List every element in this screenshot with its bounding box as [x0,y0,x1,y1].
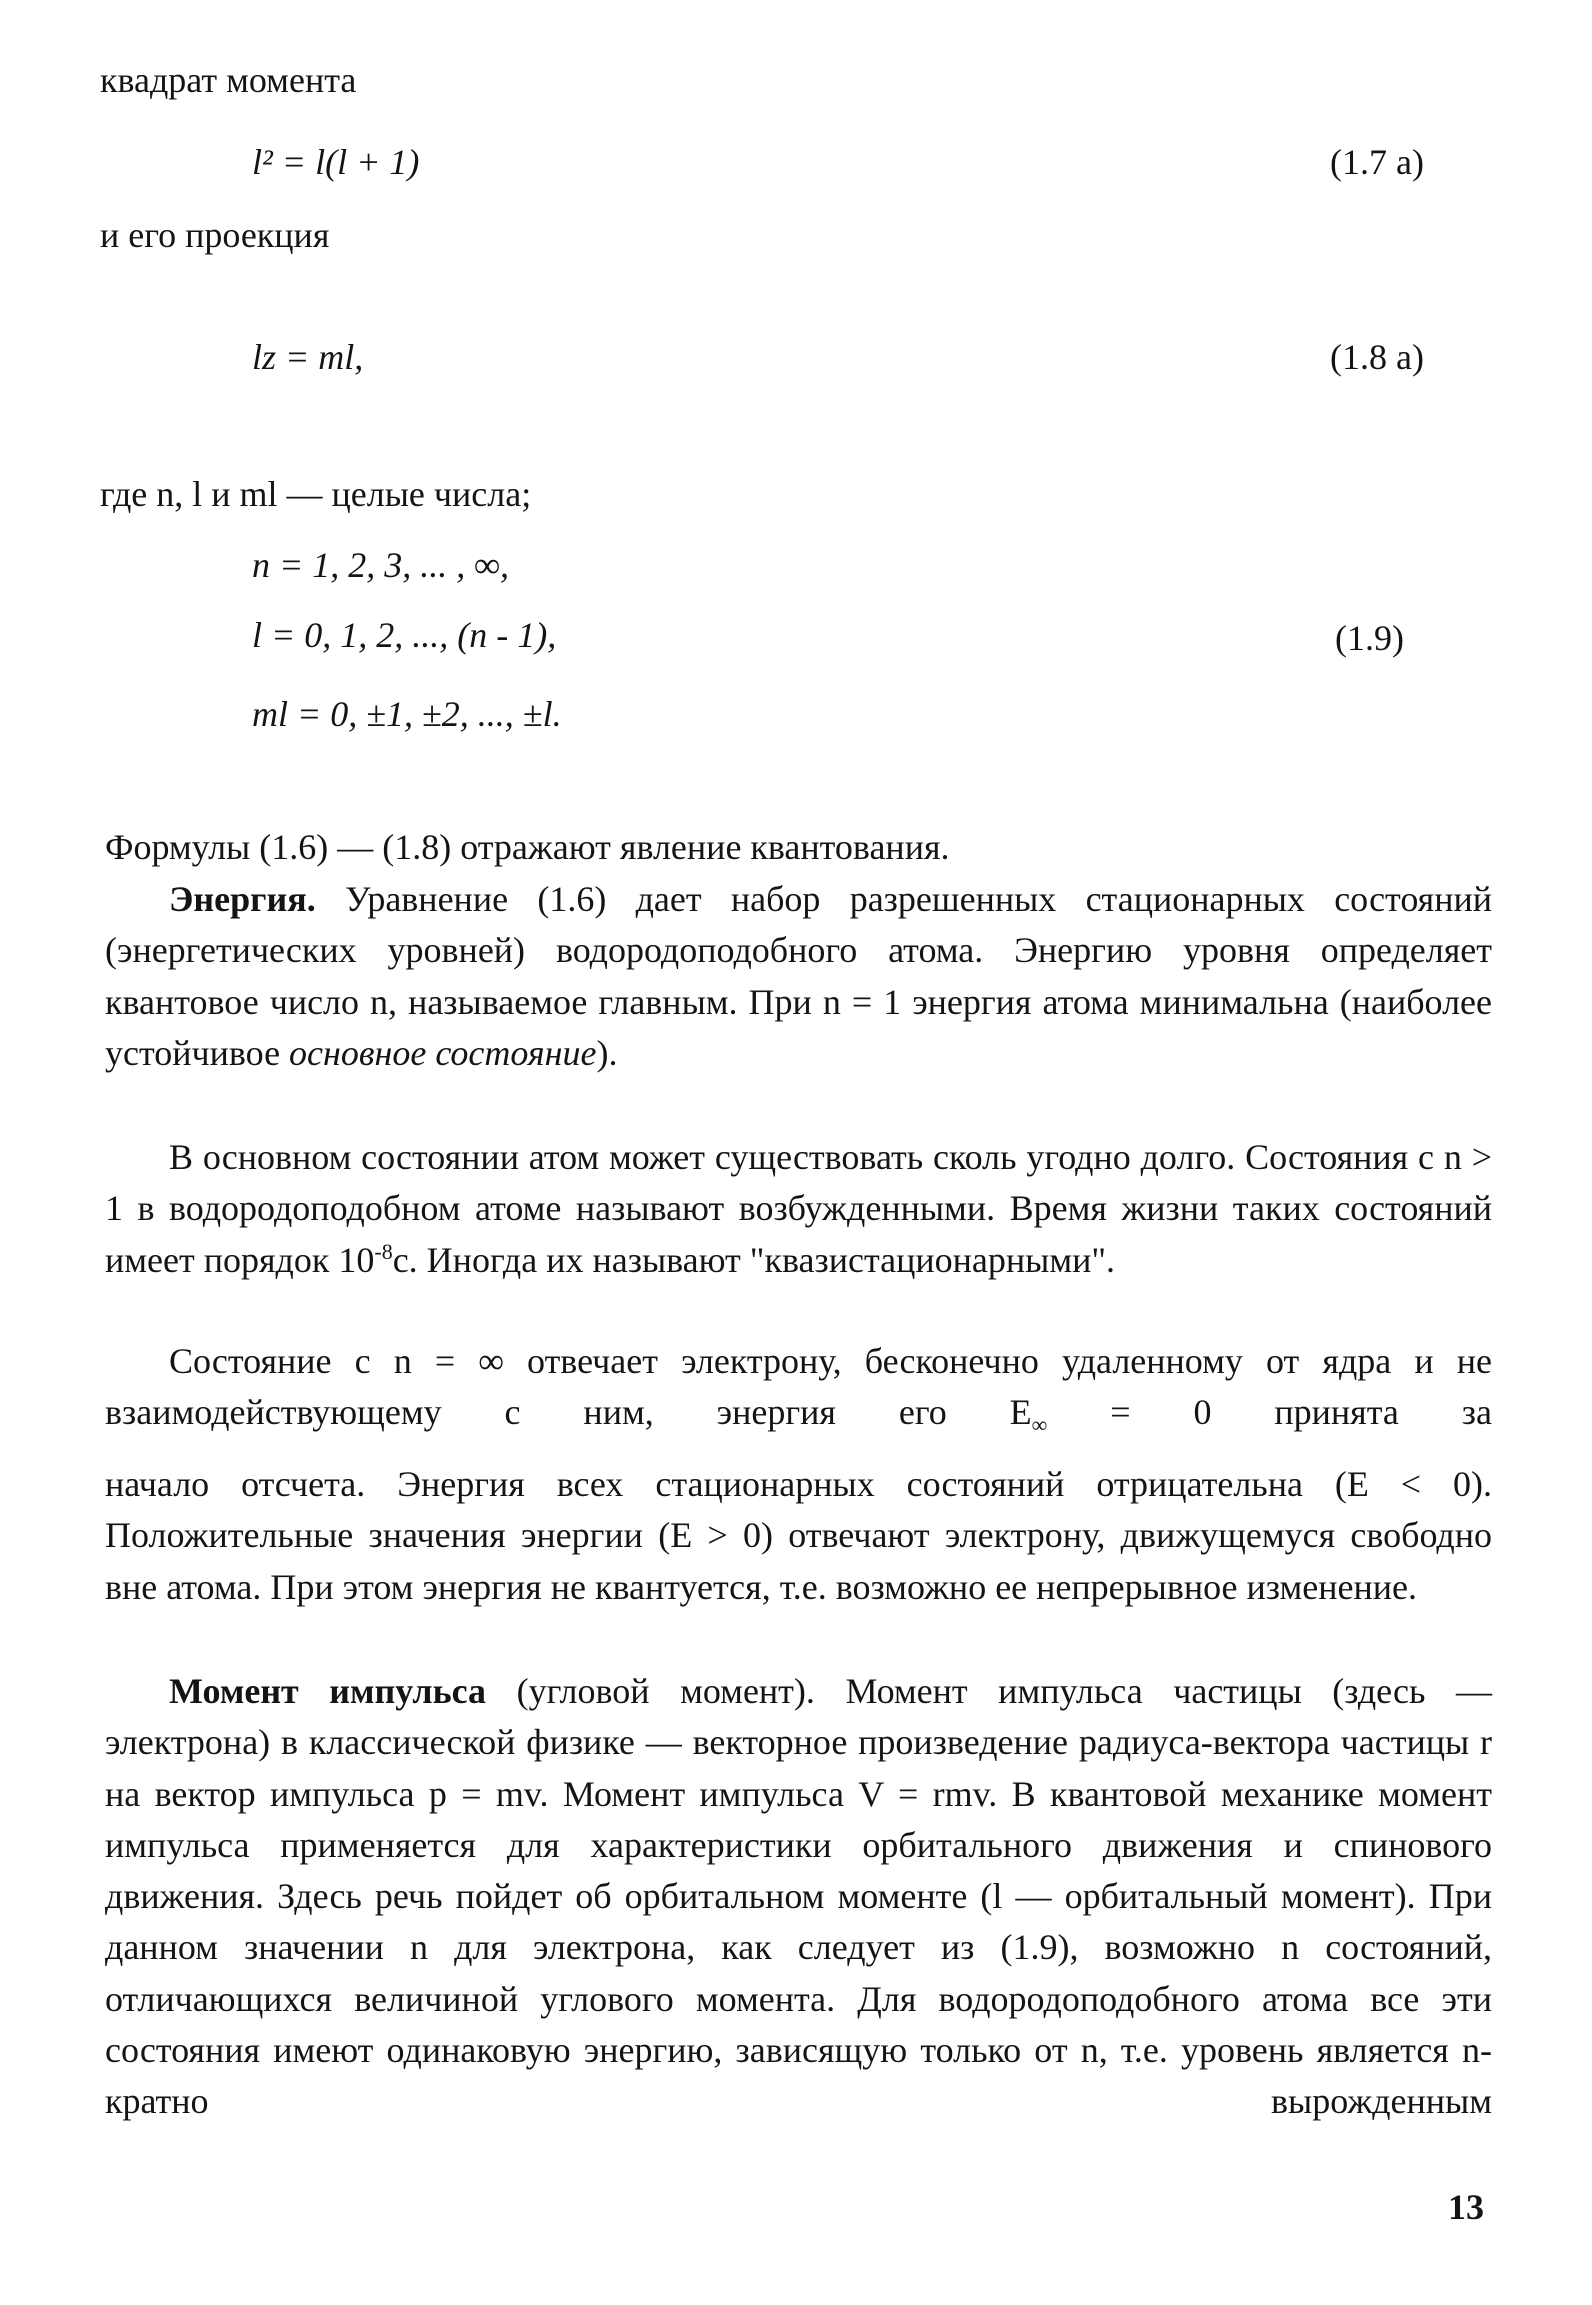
paragraph-energy [105,874,1492,1079]
infinity-state-text-end: = 0 принята за [1047,1392,1492,1433]
energy-text: Уравнение (1.6) дает набор разрешенных стационарных состояний (энергетических уровней) водородоподобного атома. Энергию уровня определяет квантовое число n, называемое главным. При n = 1 энергия атома минимальна (наиболее устойчивое [105,879,1492,1073]
energy-heading: Энергия. [169,879,316,919]
equation-1-9-line-n: n = 1, 2, 3, ... , ∞, [252,545,509,585]
equation-1-9-line-ml: ml = 0, ±1, ±2, ..., ±l. [252,694,562,734]
energy-text-end: ). [596,1032,618,1073]
lifetime-exponent: -8 [374,1238,393,1264]
ground-state-term: основное состояние [289,1032,597,1073]
equation-1-7a: l² = l(l + 1) [252,142,420,182]
ground-state-text-end: с. Иногда их называют "квазистационарными". [392,1239,1116,1280]
angular-momentum-text: (угловой момент). Момент импульса частицы (здесь — электрона) в классической физике — векторное произведение радиуса-вектора частицы r на вектор импульса p = mv. Момент импульса V = rmv. В квантовой механике момент импульса применяется для характеристики орбитального движения и спинового движения. Здесь речь пойдет об орбитальном моменте (l — орбитальный момент). При данном значении n для электрона, как следует из (1.9), возможно n состояний, отличающихся величиной углового момента. Для водородоподобного атома все эти состояния имеют одинаковую энергию, зависящую только от n, т.е. уровень является n-кратно вырожденным [105,1671,1492,2122]
energy-origin-text: начало отсчета. Энергия всех стационарных состояний отрицательна (E < 0). Положительные значения энергии (E > 0) отвечают электрону, движущемуся свободно вне атома. При этом энергия не квантуется, т.е. возможно ее непрерывное изменение. [105,1464,1492,1607]
page-number: 13 [1448,2187,1484,2227]
equation-1-8a: lz = ml, [252,337,364,377]
paragraph-energy-origin [105,1459,1492,1613]
intro-text-square-moment: квадрат момента [100,60,357,100]
equation-number-1-9: (1.9) [1335,618,1404,658]
angular-momentum-heading: Момент импульса [169,1671,487,1711]
equation-number-1-7a: (1.7 a) [1330,142,1424,182]
paragraph-infinity-state [105,1336,1492,1439]
where-integers-line: где n, l и ml — целые числа; [100,474,532,514]
paragraph-ground-state [105,1132,1492,1286]
paragraph-angular-momentum [105,1666,1492,2128]
quantization-text: Формулы (1.6) — (1.8) отражают явление квантования. [105,827,950,867]
paragraph-quantization [105,822,1492,873]
infinity-state-text: Состояние с n = ∞ отвечает электрону, бесконечно удаленному от ядра и не взаимодействующему с ним, энергия его E [105,1341,1492,1433]
equation-1-9-line-l: l = 0, 1, 2, ..., (n - 1), [252,615,557,655]
equation-number-1-8a: (1.8 a) [1330,337,1424,377]
ground-state-text: В основном состоянии атом может существовать сколь угодно долго. Состояния с n > 1 в водородоподобном атоме называют возбужденными. Время жизни таких состояний имеет порядок 10 [105,1137,1492,1280]
intro-text-projection: и его проекция [100,215,330,255]
infinity-subscript: ∞ [1031,1412,1048,1438]
